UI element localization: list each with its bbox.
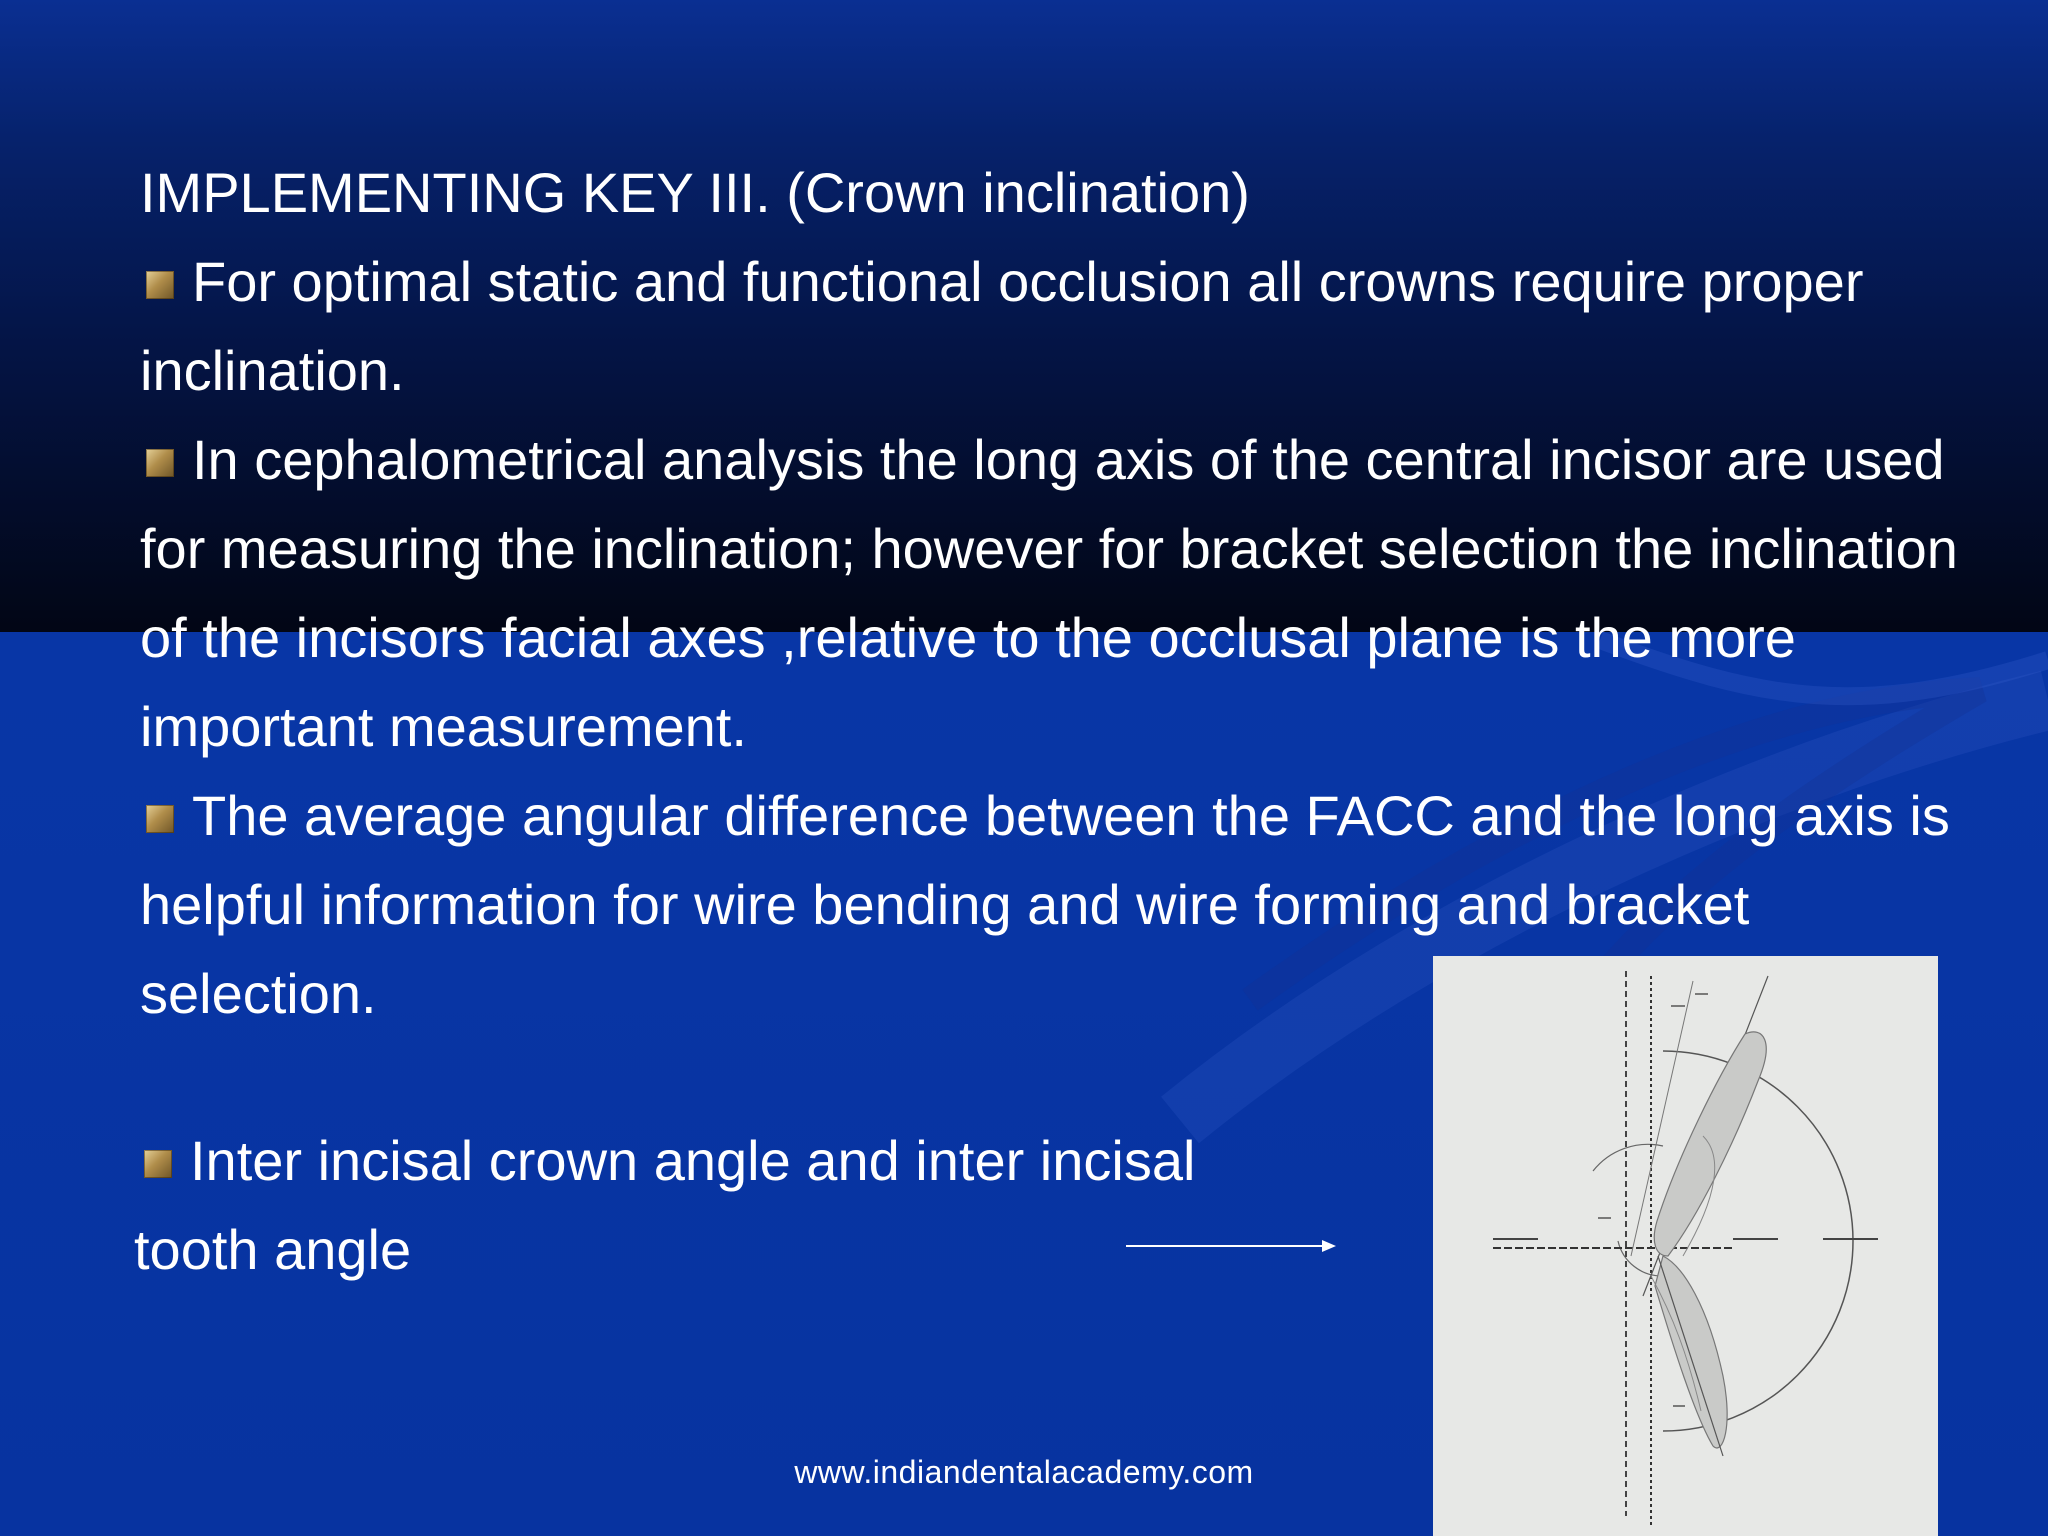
right-arrow-icon xyxy=(1126,1236,1336,1256)
bullet-2-rest: used for measuring the inclination; however for bracket selection the inclination of the incisors facial axes ,relative to the occlusal plane is the more important measurement. xyxy=(140,428,1958,758)
bullet-paragraph-1 xyxy=(140,237,1970,415)
bullet-1-first-line: For optimal static and functional occlusion all crowns require proper xyxy=(192,250,1864,313)
bullet-paragraph-2 xyxy=(140,415,1970,771)
gold-square-bullet-icon xyxy=(144,1150,172,1178)
incisor-angle-diagram xyxy=(1433,956,1938,1536)
gold-square-bullet-icon xyxy=(146,449,174,477)
bullet-4-first-line: Inter incisal crown angle and inter incisal xyxy=(190,1129,1196,1192)
slide-title: IMPLEMENTING KEY III. (Crown inclination) xyxy=(140,161,1250,224)
bullet-paragraph-4 xyxy=(134,1116,1288,1294)
bullet-2-first-line: In cephalometrical analysis the long axis of the central incisor are xyxy=(192,428,1808,491)
bullet-3-first-line: The average angular difference between the FACC and the long axis xyxy=(192,784,1894,847)
gold-square-bullet-icon xyxy=(146,271,174,299)
bullet-3-rest: is helpful information for wire bending and wire forming and bracket selection. xyxy=(140,784,1950,1025)
gold-square-bullet-icon xyxy=(146,805,174,833)
footer-url: www.indiandentalacademy.com xyxy=(794,1454,1254,1490)
slide-body xyxy=(140,148,1970,1038)
bullet-4-second-line: tooth angle xyxy=(134,1218,412,1281)
bullet-1-rest: inclination. xyxy=(140,339,405,402)
